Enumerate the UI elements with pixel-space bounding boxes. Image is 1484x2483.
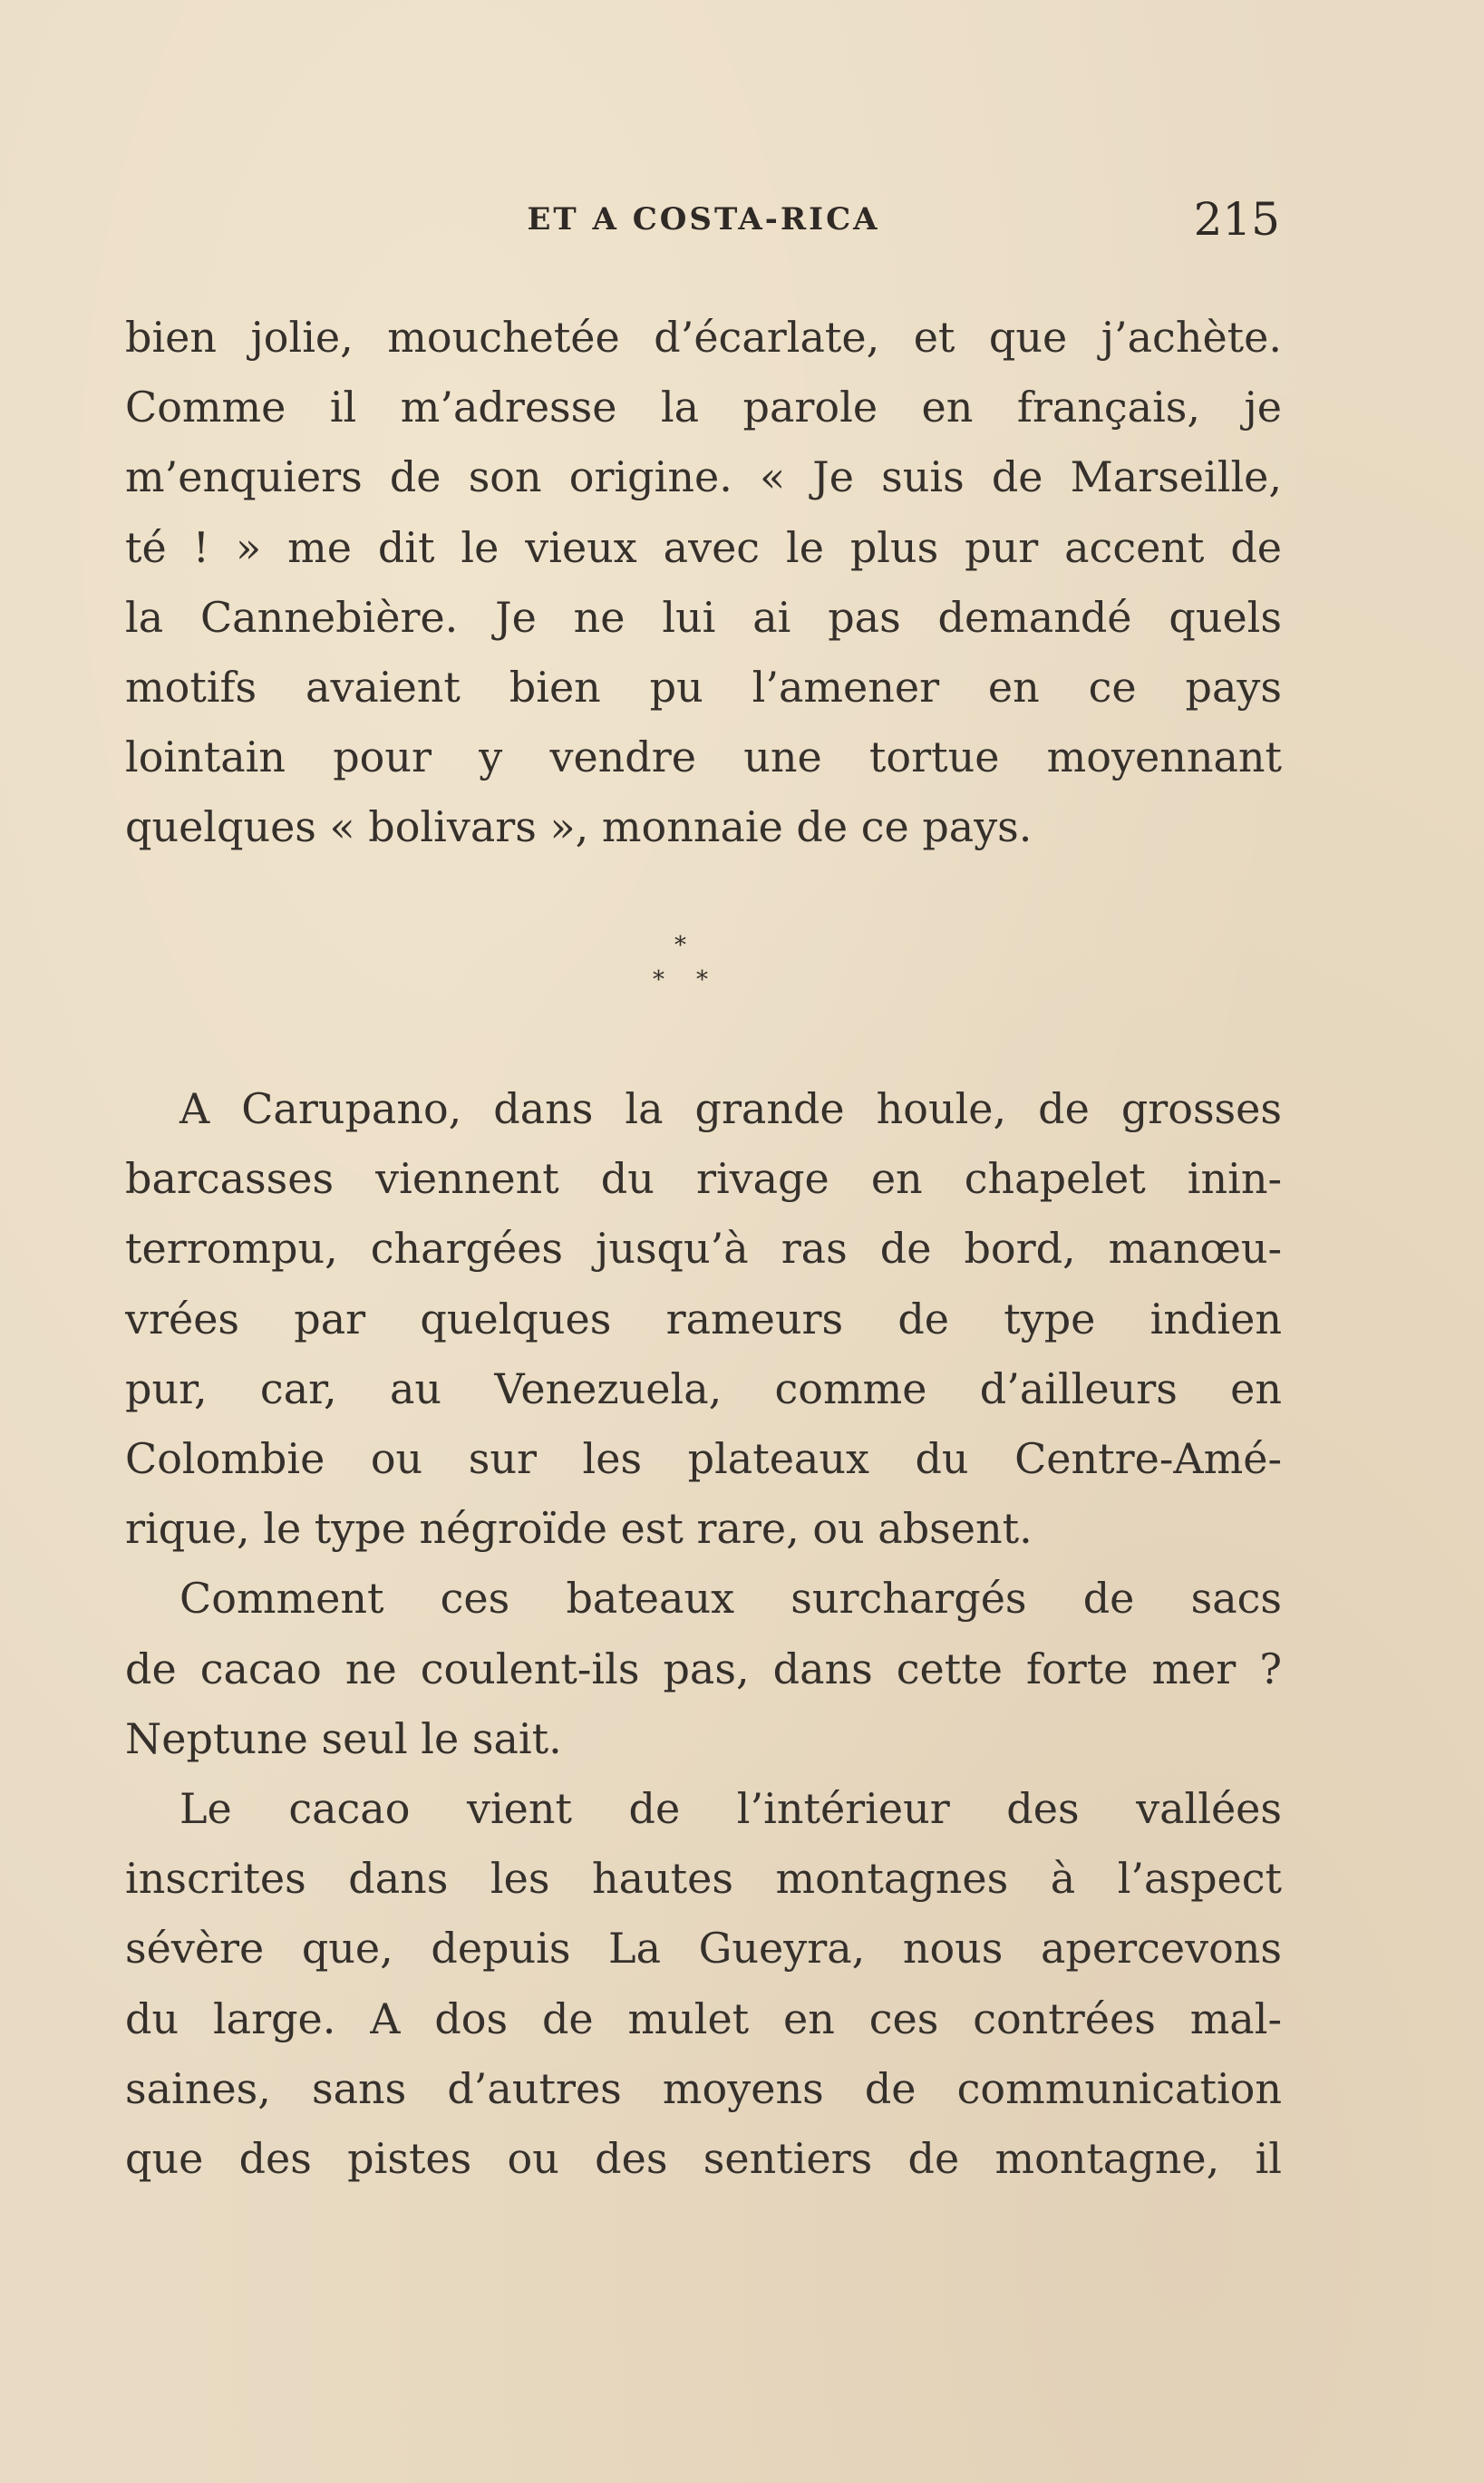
text-line: barcasses viennent du rivage en chapelet inin- bbox=[125, 1154, 1282, 1204]
text-line: Colombie ou sur les plateaux du Centre-Amé- bbox=[125, 1434, 1282, 1484]
text-line: Comment ces bateaux surchargés de sacs bbox=[179, 1574, 1282, 1624]
text-line: que des pistes ou des sentiers de montagne, il bbox=[125, 2134, 1282, 2184]
text-line: quelques « bolivars », monnaie de ce pays. bbox=[125, 802, 1033, 852]
text-line: té ! » me dit le vieux avec le plus pur accent de bbox=[125, 522, 1282, 572]
text-line: m’enquiers de son origine. « Je suis de Marseille, bbox=[125, 452, 1282, 502]
page-number: 215 bbox=[1193, 193, 1280, 246]
text-line: terrompu, chargées jusqu’à ras de bord, manœu- bbox=[125, 1224, 1282, 1274]
text-line: de cacao ne coulent-ils pas, dans cette forte mer ? bbox=[125, 1644, 1282, 1693]
text-line: saines, sans d’autres moyens de communication bbox=[125, 2063, 1282, 2113]
text-line: motifs avaient bien pu l’amener en ce pays bbox=[125, 663, 1282, 713]
section-text bbox=[125, 1074, 1282, 2194]
text-line: sévère que, depuis La Gueyra, nous apercevons bbox=[125, 1924, 1282, 1974]
text-line: inscrites dans les hautes montagnes à l’aspect bbox=[125, 1854, 1282, 1904]
text-line: du large. A dos de mulet en ces contrées mal- bbox=[125, 1993, 1282, 2043]
asterisk-bottom-right: * bbox=[696, 966, 708, 994]
text-line: Le cacao vient de l’intérieur des vallées bbox=[179, 1784, 1282, 1834]
text-line: Neptune seul le sait. bbox=[125, 1713, 562, 1763]
text-line: lointain pour y vendre une tortue moyennant bbox=[125, 732, 1282, 782]
text-line: pur, car, au Venezuela, comme d’ailleurs en bbox=[125, 1363, 1282, 1413]
text-line: rique, le type négroïde est rare, ou absent. bbox=[125, 1504, 1033, 1554]
asterisk-bottom-left: * bbox=[653, 966, 664, 994]
running-head-title: ET A COSTA-RICA bbox=[527, 201, 880, 238]
text-line: la Cannebière. Je ne lui ai pas demandé quels bbox=[125, 592, 1282, 642]
text-line: bien jolie, mouchetée d’écarlate, et que j’achète. bbox=[125, 313, 1282, 362]
text-line: Comme il m’adresse la parole en français, je bbox=[125, 383, 1282, 432]
text-line: A Carupano, dans la grande houle, de grosses bbox=[179, 1084, 1282, 1133]
asterisk-top: * bbox=[674, 932, 686, 959]
text-line: vrées par quelques rameurs de type indien bbox=[125, 1294, 1282, 1343]
paragraph-continued bbox=[125, 303, 1282, 863]
running-head bbox=[127, 192, 1280, 247]
section-break-asterism bbox=[635, 932, 743, 1014]
